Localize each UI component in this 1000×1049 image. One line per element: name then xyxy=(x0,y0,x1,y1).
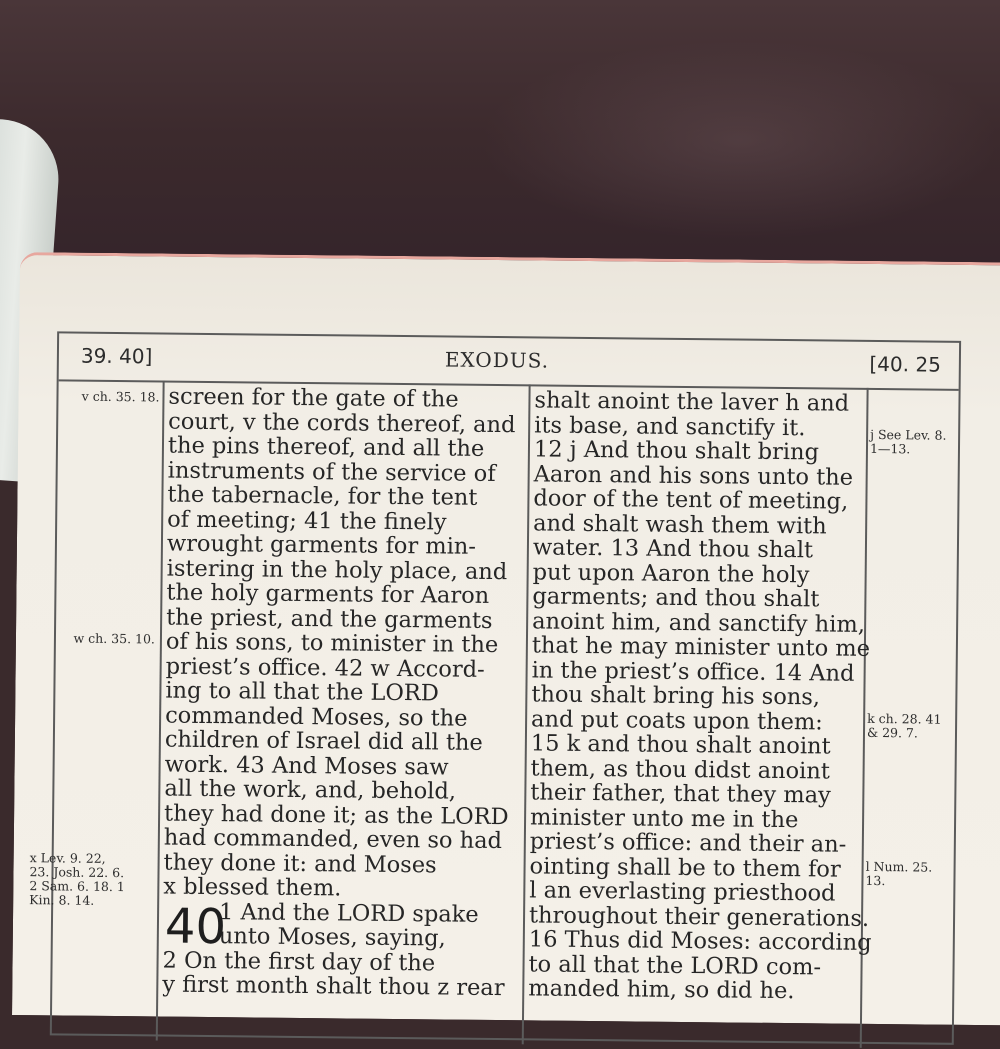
text-line: l an everlasting priesthood xyxy=(529,877,836,907)
text-line: door of the tent of meeting, xyxy=(533,485,849,515)
text-line: Aaron and his sons unto the xyxy=(533,460,854,491)
text-line: and shalt wash them with xyxy=(533,509,827,539)
text-line: the priest, and the garments xyxy=(166,604,493,634)
text-line: 12 j And thou shalt bring xyxy=(533,436,820,466)
bible-page xyxy=(12,252,1000,1025)
text-line: the pins thereof, and all the xyxy=(167,432,485,462)
text-line: 15 k and thou shalt anoint xyxy=(530,730,831,760)
text-line: the holy garments for Aaron xyxy=(166,579,490,609)
text-line: put upon Aaron the holy xyxy=(532,558,810,588)
text-line: garments; and thou shalt xyxy=(532,583,820,613)
text-line: in the priest’s office. 14 And xyxy=(531,656,855,687)
margin-note: w ch. 35. 10. xyxy=(73,630,156,647)
margin-note: v ch. 35. 18. xyxy=(81,388,160,405)
text-line: their father, that they may xyxy=(530,779,831,809)
chapter-number: 40 xyxy=(164,898,227,956)
page-frame xyxy=(29,331,961,1044)
text-line: commanded Moses, so the xyxy=(165,702,468,732)
text-line: they had done it; as the LORD xyxy=(163,800,509,830)
text-line: instruments of the service of xyxy=(167,457,496,487)
text-line: that he may minister unto me xyxy=(531,632,871,662)
text-line: x blessed them. xyxy=(163,873,342,902)
margin-note: l Num. 25. 13. xyxy=(865,858,933,889)
text-line: had commanded, even so had xyxy=(163,824,503,855)
text-line: y first month shalt thou z rear xyxy=(162,971,505,1002)
text-line: screen for the gate of the xyxy=(168,383,459,413)
text-line: of his sons, to minister in the xyxy=(165,628,499,659)
text-line: work. 43 And Moses saw xyxy=(164,751,449,781)
text-line: anoint him, and sanctify him, xyxy=(532,607,866,638)
margin-note: x Lev. 9. 22, 23. Josh. 22. 6. 2 Sam. 6. 18. 1 Kin. 8. 14. xyxy=(29,850,125,908)
text-line: its base, and sanctify it. xyxy=(534,411,806,441)
text-line: 1 And the LORD spake xyxy=(218,898,479,928)
text-line: water. 13 And thou shalt xyxy=(532,534,814,564)
text-line: them, as thou didst anoint xyxy=(530,754,830,785)
text-line: shalt anoint the laver h and xyxy=(534,387,850,417)
text-line: and put coats upon them: xyxy=(531,705,823,735)
cover-highlight xyxy=(480,40,1000,240)
text-line: istering in the holy place, and xyxy=(166,555,508,585)
text-line: 16 Thus did Moses: according xyxy=(528,926,872,956)
text-line: court, v the cords thereof, and xyxy=(168,408,516,438)
text-line: priest’s office. 42 w Accord- xyxy=(165,653,485,683)
text-line: priest’s office: and their an- xyxy=(529,828,847,858)
right-text-column xyxy=(528,388,877,1004)
text-line: of meeting; 41 the finely xyxy=(167,506,447,535)
text-line: unto Moses, saying, xyxy=(218,923,446,952)
text-line: minister unto me in the xyxy=(529,803,799,833)
text-line: wrought garments for min- xyxy=(166,530,477,560)
text-line: ointing shall be to them for xyxy=(529,852,841,883)
header-book-title: EXODUS. xyxy=(444,347,550,373)
text-line: to all that the LORD com- xyxy=(528,950,822,980)
text-line: thou shalt bring his sons, xyxy=(531,681,821,711)
text-line: ing to all that the LORD xyxy=(165,677,439,707)
text-line: throughout their generations. xyxy=(528,901,870,932)
header-right-reference: [40. 25 xyxy=(869,351,941,377)
margin-note: k ch. 28. 41 & 29. 7. xyxy=(866,710,942,741)
text-line: children of Israel did all the xyxy=(164,726,483,756)
text-line: 2 On the first day of the xyxy=(162,947,436,976)
text-line: the tabernacle, for the tent xyxy=(167,481,478,511)
margin-note: j See Lev. 8. 1—13. xyxy=(869,426,947,457)
header-left-reference: 39. 40] xyxy=(80,343,153,369)
text-line: they done it: and Moses xyxy=(163,849,437,878)
text-line: all the work, and, behold, xyxy=(164,775,457,805)
text-line: manded him, so did he. xyxy=(528,975,795,1005)
